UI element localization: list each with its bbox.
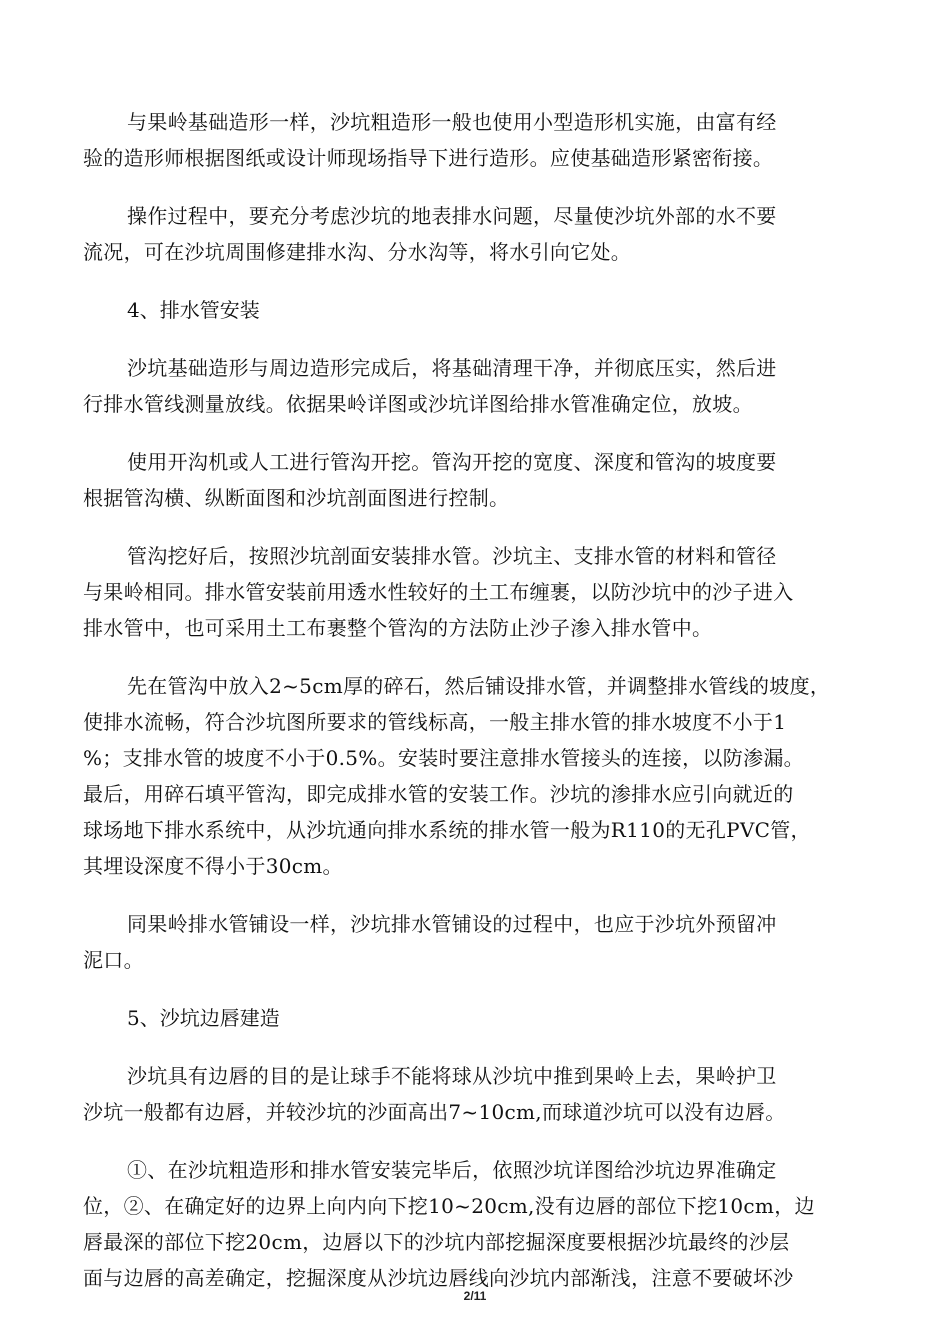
text-line: 管沟挖好后，按照沙坑剖面安装排水管。沙坑主、支排水管的材料和管径 [127, 544, 777, 568]
text-line: 沙坑基础造形与周边造形完成后，将基础清理干净，并彻底压实，然后进 [127, 356, 777, 380]
page-number: 2/11 [463, 1289, 487, 1303]
paragraph [83, 198, 863, 270]
text-line: 最后，用碎石填平管沟，即完成排水管的安装工作。沙坑的渗排水应引向就近的 [83, 782, 794, 806]
text-line: 根据管沟横、纵断面图和沙坑剖面图进行控制。 [83, 486, 510, 510]
text-line: 流况，可在沙坑周围修建排水沟、分水沟等，将水引向它处。 [83, 240, 632, 264]
paragraph [83, 104, 863, 176]
paragraph [83, 350, 863, 422]
text-line: 排水管中，也可采用土工布裹整个管沟的方法防止沙子渗入排水管中。 [83, 616, 713, 640]
text-line: 球场地下排水系统中，从沙坑通向排水系统的排水管一般为R110的无孔PVC管， [83, 818, 811, 842]
text-line: 与果岭基础造形一样，沙坑粗造形一般也使用小型造形机实施，由富有经 [127, 110, 777, 134]
text-line: 5、沙坑边唇建造 [127, 1006, 280, 1030]
text-line: 操作过程中，要充分考虑沙坑的地表排水问题，尽量使沙坑外部的水不要 [127, 204, 777, 228]
text-line: 面与边唇的高差确定，挖掘深度从沙坑边唇线向沙坑内部渐浅，注意不要破坏沙 [83, 1266, 794, 1290]
paragraph [83, 906, 863, 978]
text-line: ①、在沙坑粗造形和排水管安装完毕后，依照沙坑详图给沙坑边界准确定 [127, 1158, 777, 1182]
text-line: 位，②、在确定好的边界上向内向下挖10~20cm,没有边唇的部位下挖10cm，边 [83, 1194, 815, 1218]
text-line: 唇最深的部位下挖20cm，边唇以下的沙坑内部挖掘深度要根据沙坑最终的沙层 [83, 1230, 790, 1254]
text-line: 4、排水管安装 [127, 298, 260, 322]
section-heading [83, 1000, 863, 1036]
text-line: 同果岭排水管铺设一样，沙坑排水管铺设的过程中，也应于沙坑外预留冲 [127, 912, 777, 936]
section-heading [83, 292, 863, 328]
paragraph [83, 1152, 863, 1296]
text-line: 使排水流畅，符合沙坑图所要求的管线标高，一般主排水管的排水坡度不小于1 [83, 710, 787, 734]
text-line: %；支排水管的坡度不小于0.5%。安装时要注意排水管接头的连接，以防渗漏。 [83, 746, 804, 770]
paragraph [83, 668, 863, 884]
text-line: 先在管沟中放入2~5cm厚的碎石，然后铺设排水管，并调整排水管线的坡度， [127, 674, 831, 698]
text-line: 与果岭相同。排水管安装前用透水性较好的土工布缠裹，以防沙坑中的沙子进入 [83, 580, 794, 604]
text-line: 泥口。 [83, 948, 144, 972]
text-line: 行排水管线测量放线。依据果岭详图或沙坑详图给排水管准确定位，放坡。 [83, 392, 753, 416]
paragraph [83, 1058, 863, 1130]
paragraph [83, 444, 863, 516]
text-line: 沙坑一般都有边唇，并较沙坑的沙面高出7~10cm,而球道沙坑可以没有边唇。 [83, 1100, 786, 1124]
paragraph [83, 538, 863, 646]
text-line: 其埋设深度不得小于30cm。 [83, 854, 343, 878]
text-line: 沙坑具有边唇的目的是让球手不能将球从沙坑中推到果岭上去，果岭护卫 [127, 1064, 777, 1088]
text-line: 使用开沟机或人工进行管沟开挖。管沟开挖的宽度、深度和管沟的坡度要 [127, 450, 777, 474]
text-line: 验的造形师根据图纸或设计师现场指导下进行造形。应使基础造形紧密衔接。 [83, 146, 774, 170]
document-body [83, 104, 863, 1318]
